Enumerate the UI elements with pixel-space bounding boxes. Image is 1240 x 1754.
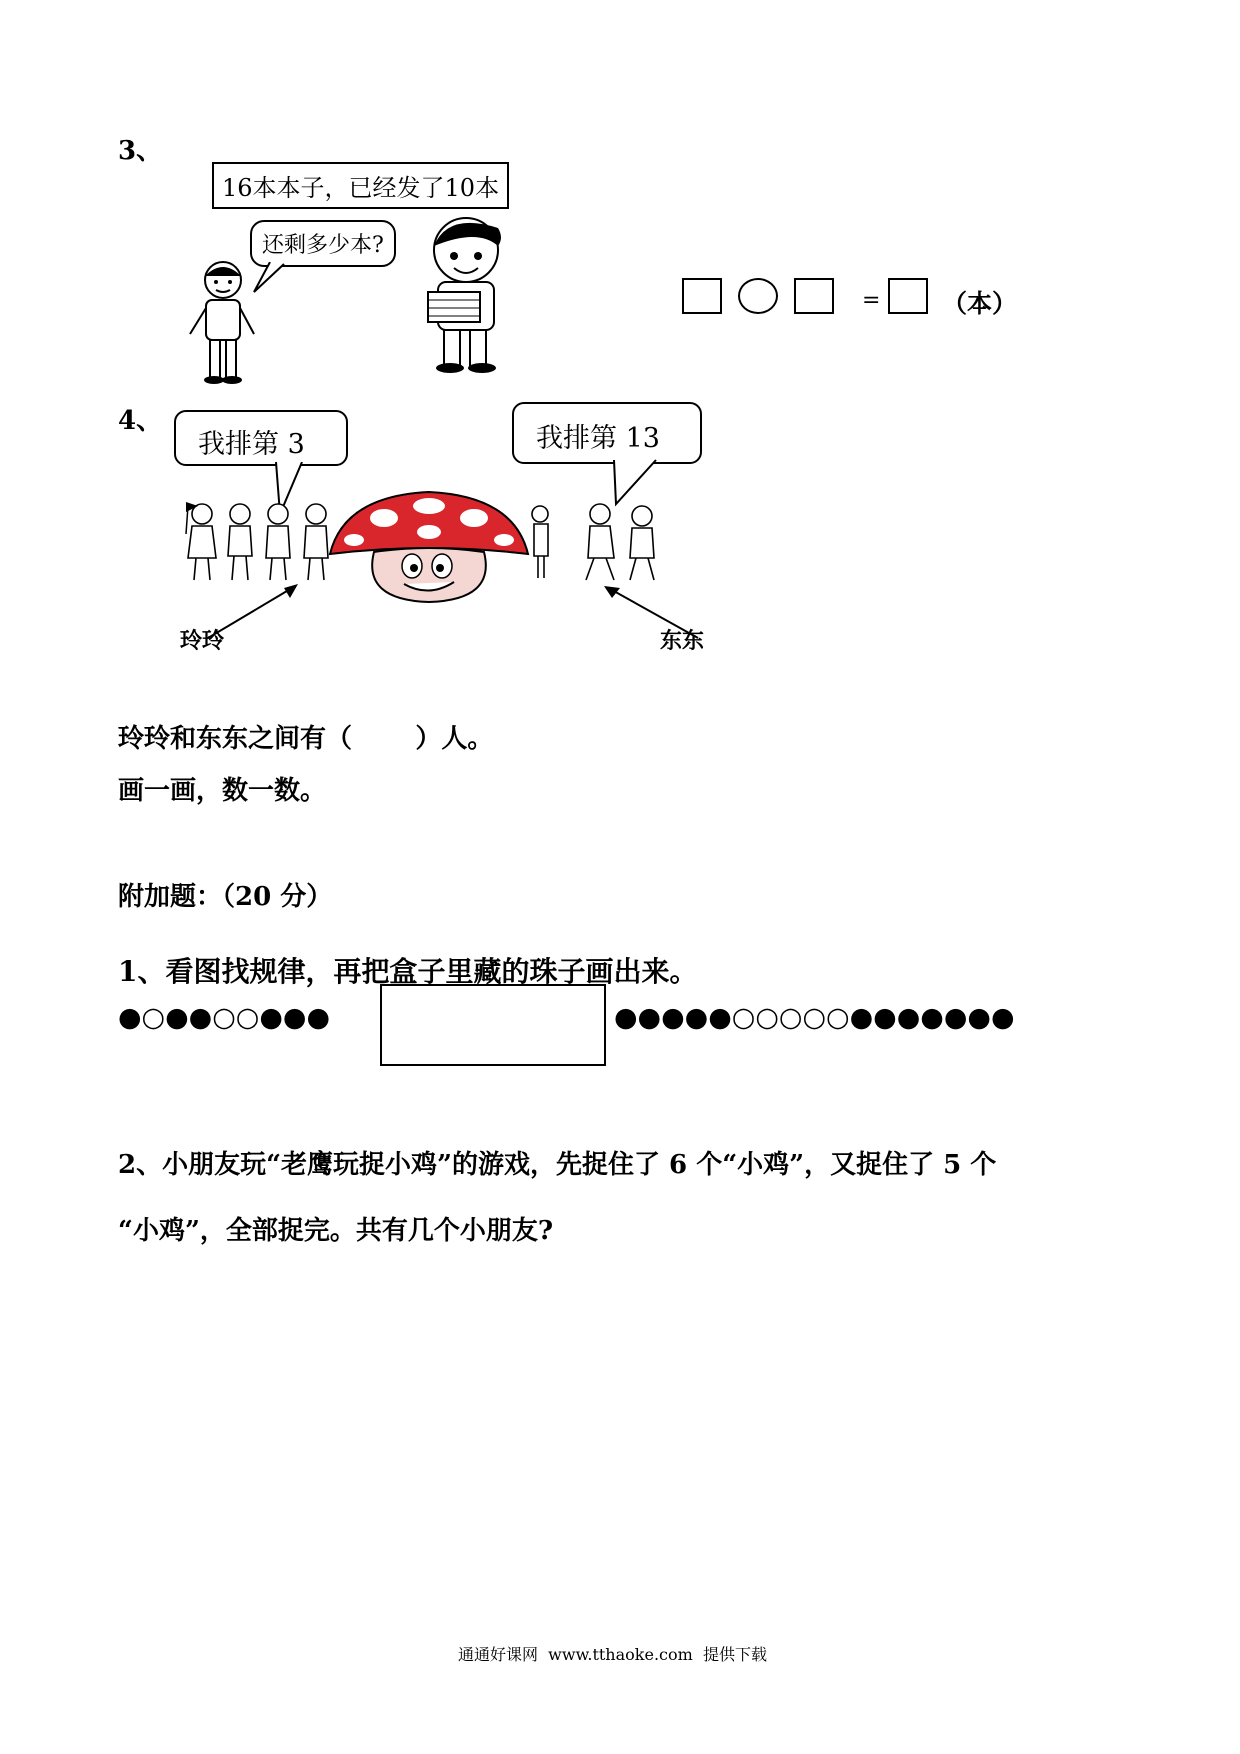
- name-dongdong: 东东: [660, 628, 705, 654]
- speech-bubble-right-text: 我排第 13: [536, 423, 660, 454]
- equation-blank-1[interactable]: [682, 278, 722, 314]
- name-lingling: 玲玲: [180, 628, 225, 654]
- children-queue-right: [530, 500, 670, 590]
- equation-blank-2[interactable]: [794, 278, 834, 314]
- bonus-question-2-line1: 2、小朋友玩“老鹰玩捉小鸡”的游戏，先捉住了 6 个“小鸡”，又捉住了 5 个: [118, 1150, 997, 1180]
- page-footer: 通通好课网 www.tthaoke.com 提供下载: [458, 1645, 767, 1664]
- mushroom-illustration: [324, 488, 534, 608]
- question-3-number: 3、: [118, 136, 163, 166]
- speech-bubble-question: [250, 220, 396, 267]
- equation-operator-blank[interactable]: [738, 278, 778, 314]
- speech-bubble-question-text: 还剩多少本?: [262, 233, 384, 258]
- question-4-number: 4、: [118, 406, 163, 436]
- bonus-question-1: 1、看图找规律，再把盒子里藏的珠子画出来。: [118, 955, 698, 988]
- equation-unit: （本）: [942, 289, 1018, 318]
- equation-answer-blank[interactable]: [888, 278, 928, 314]
- speech-bubble-left: [174, 410, 348, 466]
- speech-bubble-right: [512, 402, 702, 464]
- bonus-question-2-line2: “小鸡”，全部捉完。共有几个小朋友?: [118, 1216, 554, 1246]
- speech-bubble-books-text: 16本本子，已经发了10本: [222, 174, 500, 202]
- boy-figure-left: [178, 258, 268, 388]
- hidden-beads-box[interactable]: [380, 984, 606, 1066]
- boy-figure-books: [408, 208, 518, 378]
- bonus-title: 附加题：（20 分）: [118, 882, 333, 912]
- question-4-instruction: 画一画，数一数。: [118, 776, 327, 806]
- bead-sequence-right: ●●●●●○○○○○●●●●●●●: [614, 1002, 1015, 1033]
- equation-equals-sign: =: [862, 288, 881, 313]
- speech-bubble-books: [212, 162, 509, 209]
- question-4-text: 玲玲和东东之间有（ ）人。: [118, 724, 494, 754]
- children-queue-left: [182, 500, 342, 590]
- speech-bubble-left-text: 我排第 3: [198, 429, 305, 460]
- bead-sequence-left: ●○●●○○●●●: [118, 1002, 331, 1033]
